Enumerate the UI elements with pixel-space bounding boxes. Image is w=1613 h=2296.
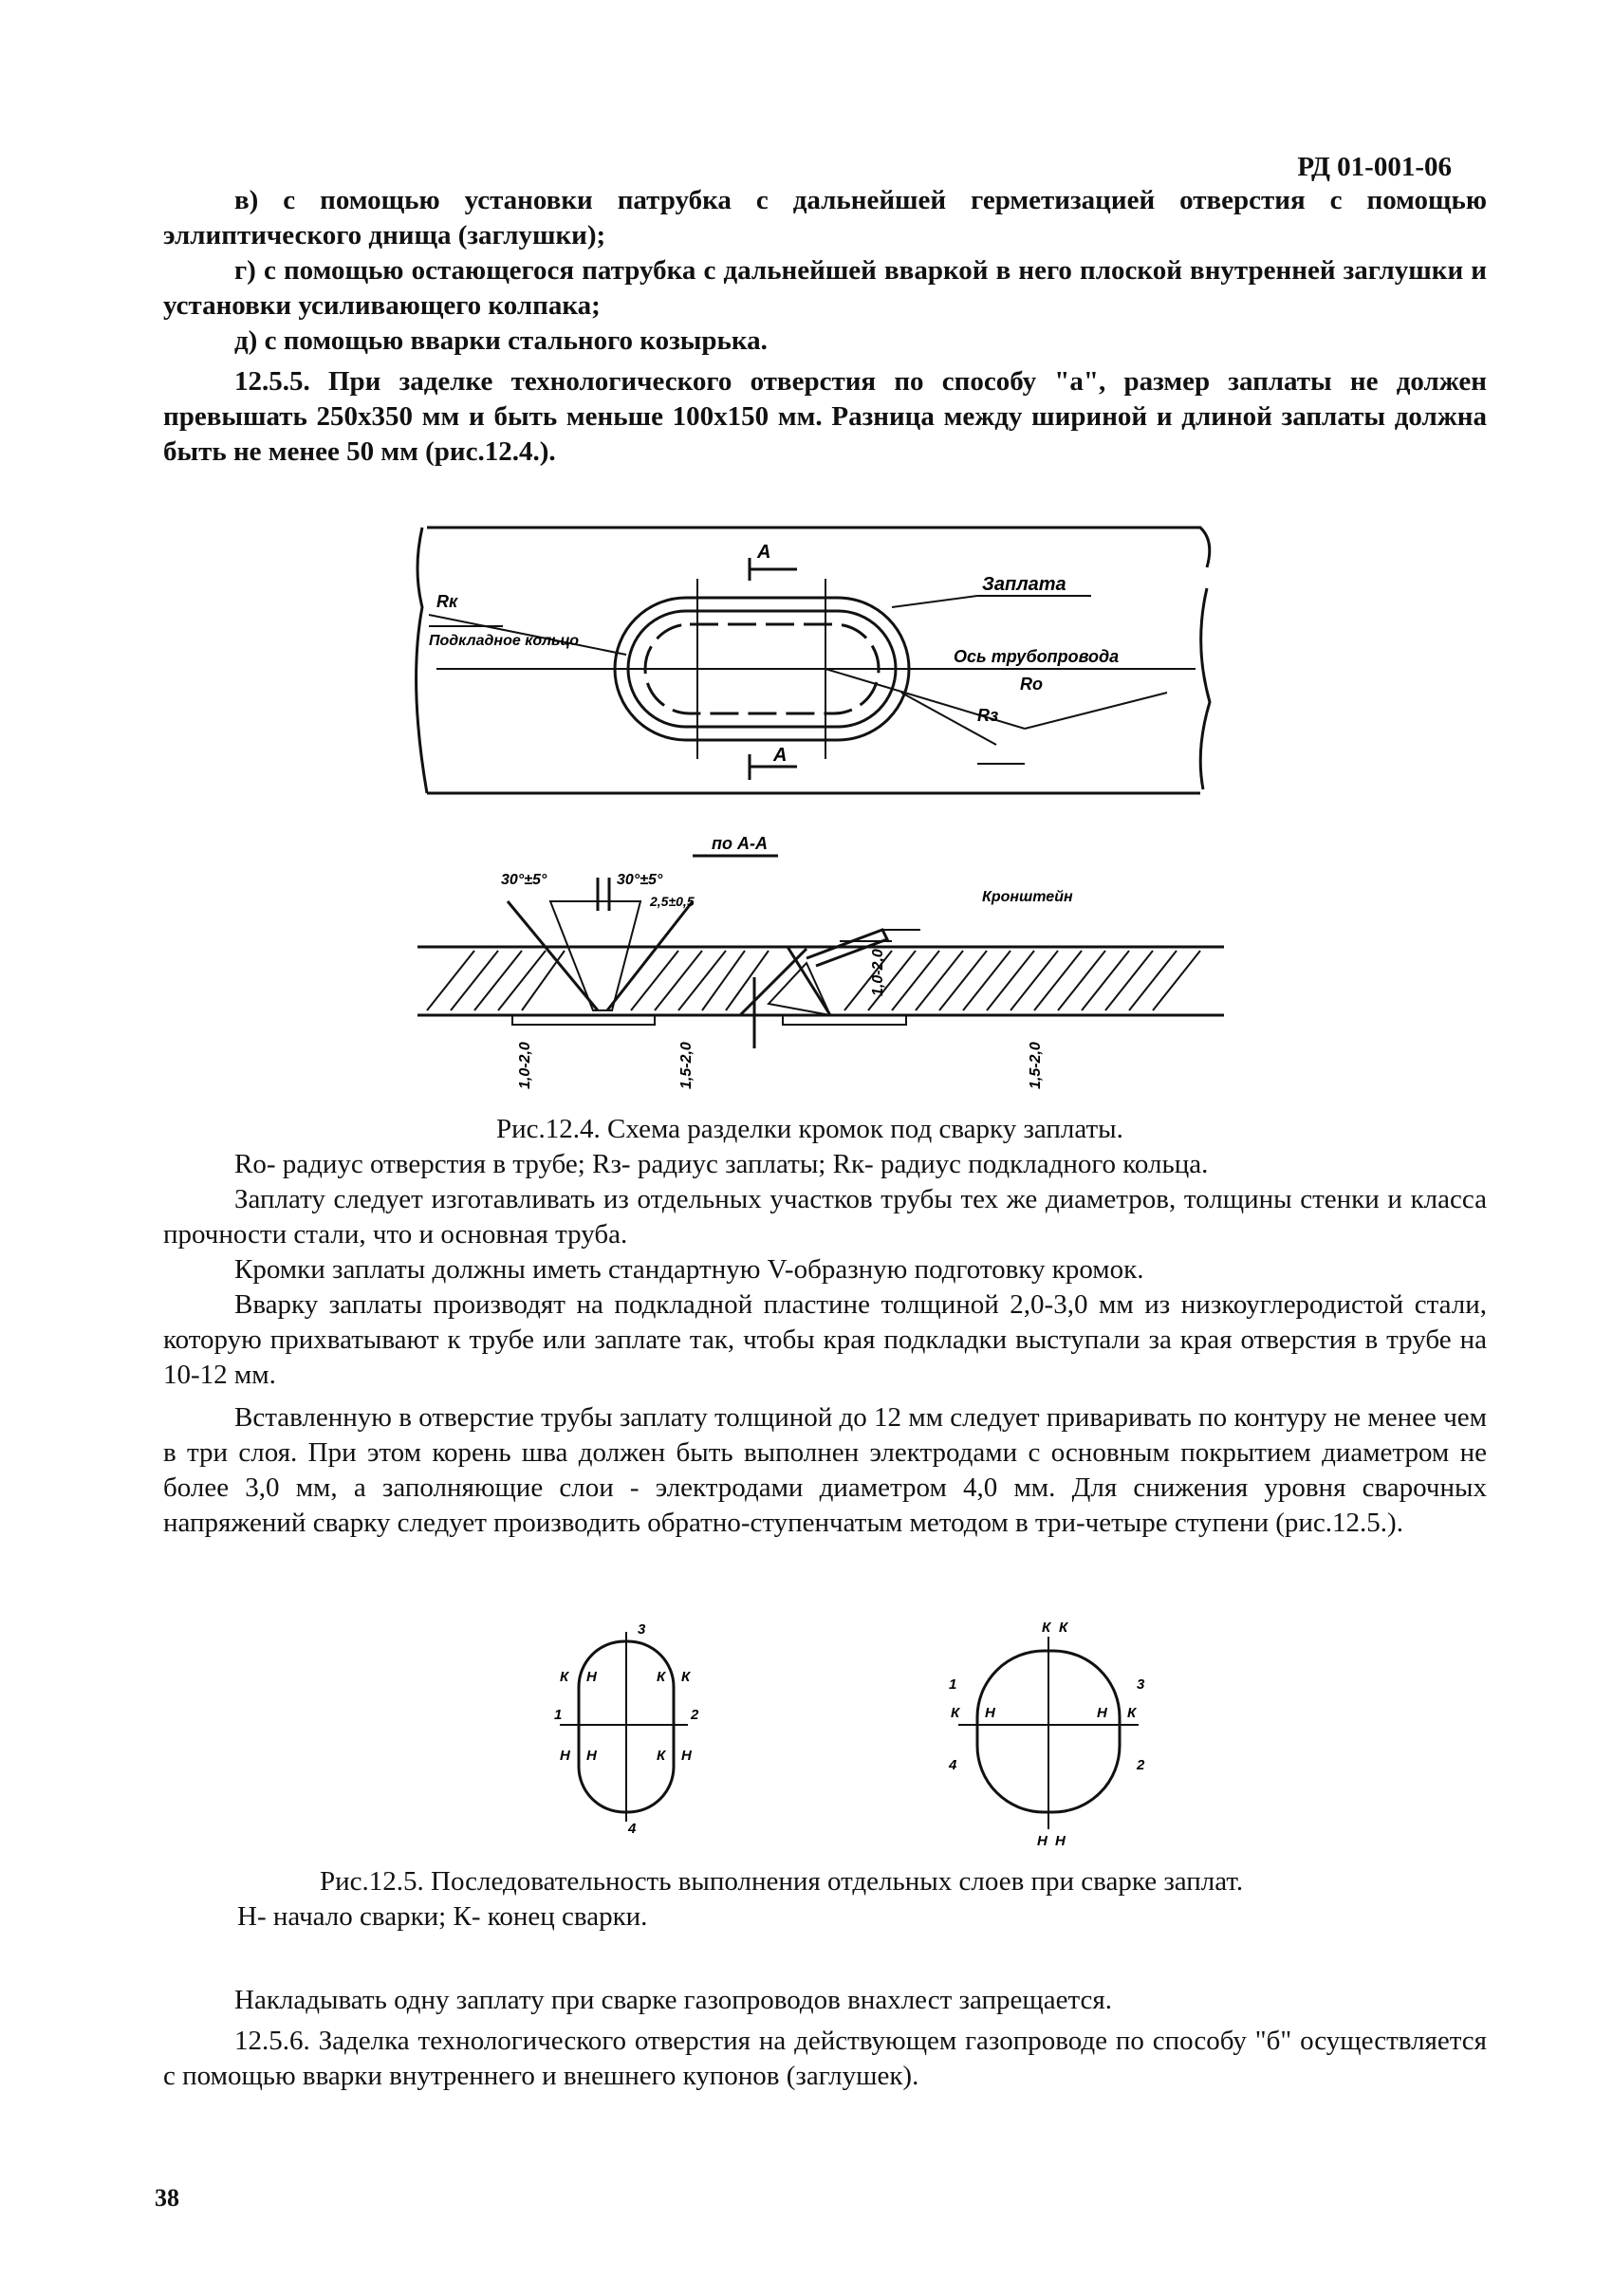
left-start-2: Н xyxy=(560,1748,570,1764)
radii-definitions: Rо- радиус отверстия в трубе; Rз- радиус заплаты; Rк- радиус подкладного кольца. xyxy=(234,1149,1209,1179)
bottom-text xyxy=(163,1983,1487,2094)
right-start-4: Н xyxy=(1055,1833,1066,1849)
middle-text xyxy=(163,1147,1487,1541)
figure-12-4 xyxy=(408,512,1243,1101)
angle-left: 30°±5° xyxy=(501,872,547,888)
figure-12-5-legend: Н- начало сварки; К- конец сварки. xyxy=(237,1901,648,1932)
left-layer-3: 3 xyxy=(638,1621,646,1638)
angle-right: 30°±5° xyxy=(617,872,663,888)
left-start-3: Н xyxy=(586,1748,597,1764)
section-label: по А-А xyxy=(712,834,768,853)
dim-left-label: 1,0-2,0 xyxy=(517,1042,533,1089)
left-end-3: К xyxy=(681,1669,691,1685)
gap-label: 2,5±0,5 xyxy=(650,894,695,909)
paragraph-12-5-6: 12.5.6. Заделка технологического отверстия на действующем газопроводе по способу "б" осуществляется с помощью вварки внутреннего и внешнего купонов (заглушек). xyxy=(163,2026,1487,2091)
left-start-1: Н xyxy=(586,1669,597,1685)
left-end-4: К xyxy=(657,1748,666,1764)
left-layer-4: 4 xyxy=(628,1821,637,1837)
paragraph-weld-layers: Вставленную в отверстие трубы заплату толщиной до 12 мм следует приваривать по контуру не менее чем в три слоя. При этом корень шва должен быть выполнен электродами с основным покрытием диаметром не более 3,0 мм, а заполняющие слои - электродами диаметром 4,0 мм. Для снижения уровня сварочных напряжений сварку следует производить обратно-ступенчатым методом в три-четыре ступени (рис.12.5.). xyxy=(163,1402,1487,1538)
paragraph-patch-material: Заплату следует изготавливать из отдельных участков трубы тех же диаметров, толщины стенки и класса прочности стали, что и основная труба. xyxy=(163,1184,1487,1250)
right-start-2: Н xyxy=(1097,1705,1107,1721)
item-v: в) с помощью установки патрубка с дальнейшей герметизацией отверстия с помощью эллиптического днища (заглушки); xyxy=(163,185,1487,250)
right-layer-2: 2 xyxy=(1137,1757,1145,1773)
document-code: РД 01-001-06 xyxy=(1297,152,1452,182)
left-end-1: К xyxy=(560,1669,569,1685)
right-end-1: К xyxy=(1042,1620,1051,1636)
label-backing-ring: Подкладное кольцо xyxy=(429,633,580,649)
label-rk: Rк xyxy=(436,592,458,611)
top-text xyxy=(163,183,1487,470)
right-start-3: Н xyxy=(1037,1833,1048,1849)
left-layer-2: 2 xyxy=(691,1707,699,1723)
label-pipe-axis: Ось трубопровода xyxy=(954,647,1120,666)
cut-label-top: А xyxy=(757,542,771,563)
left-layer-1: 1 xyxy=(554,1707,563,1723)
right-end-2: К xyxy=(1059,1620,1068,1636)
dim-right-label: 1,5-2,0 xyxy=(1028,1042,1044,1089)
left-start-4: Н xyxy=(681,1748,692,1764)
page-number: 38 xyxy=(155,2184,179,2212)
thickness-label: 1,0-2,0 xyxy=(870,949,886,996)
label-ro: Rо xyxy=(1020,675,1043,694)
label-patch: Заплата xyxy=(982,574,1066,595)
right-layer-4: 4 xyxy=(949,1757,957,1773)
paragraph-edge-prep: Кромки заплаты должны иметь стандартную V-образную подготовку кромок. xyxy=(234,1254,1144,1285)
figure-12-4-caption: Рис.12.4. Схема разделки кромок под сварку заплаты. xyxy=(496,1114,1123,1144)
item-g: г) с помощью остающегося патрубка с дальнейшей вваркой в него плоской внутренней заглушки и установки усиливающего колпака; xyxy=(163,255,1487,321)
right-layer-3: 3 xyxy=(1137,1676,1145,1693)
right-end-4: К xyxy=(1127,1705,1137,1721)
right-layer-1: 1 xyxy=(949,1676,957,1693)
figure-12-5-caption: Рис.12.5. Последовательность выполнения отдельных слоев при сварке заплат. xyxy=(320,1866,1244,1897)
right-end-3: К xyxy=(951,1705,960,1721)
paragraph-overlap: Накладывать одну заплату при сварке газопроводов внахлест запрещается. xyxy=(234,1985,1112,2015)
left-end-2: К xyxy=(657,1669,666,1685)
figure-12-5 xyxy=(531,1613,1158,1850)
bracket-label: Кронштейн xyxy=(982,889,1073,905)
label-rz: Rз xyxy=(977,706,999,725)
paragraph-12-5-5: 12.5.5. При заделке технологического отверстия по способу "а", размер заплаты не должен превышать 250х350 мм и быть меньше 100х150 мм. Разница между шириной и длиной заплаты должна быть не менее 50 мм (рис.12.4.). xyxy=(163,366,1487,467)
right-start-1: Н xyxy=(985,1705,995,1721)
dim-mid-label: 1,5-2,0 xyxy=(678,1042,695,1089)
item-d: д) с помощью вварки стального козырька. xyxy=(234,325,768,356)
paragraph-backing-plate: Вварку заплаты производят на подкладной пластине толщиной 2,0-3,0 мм из низкоуглеродистой стали, которую прихватывают к трубе или заплате так, чтобы края подкладки выступали за края отверстия в трубе на 10-12 мм. xyxy=(163,1289,1487,1390)
cut-label-bottom: А xyxy=(773,745,788,766)
